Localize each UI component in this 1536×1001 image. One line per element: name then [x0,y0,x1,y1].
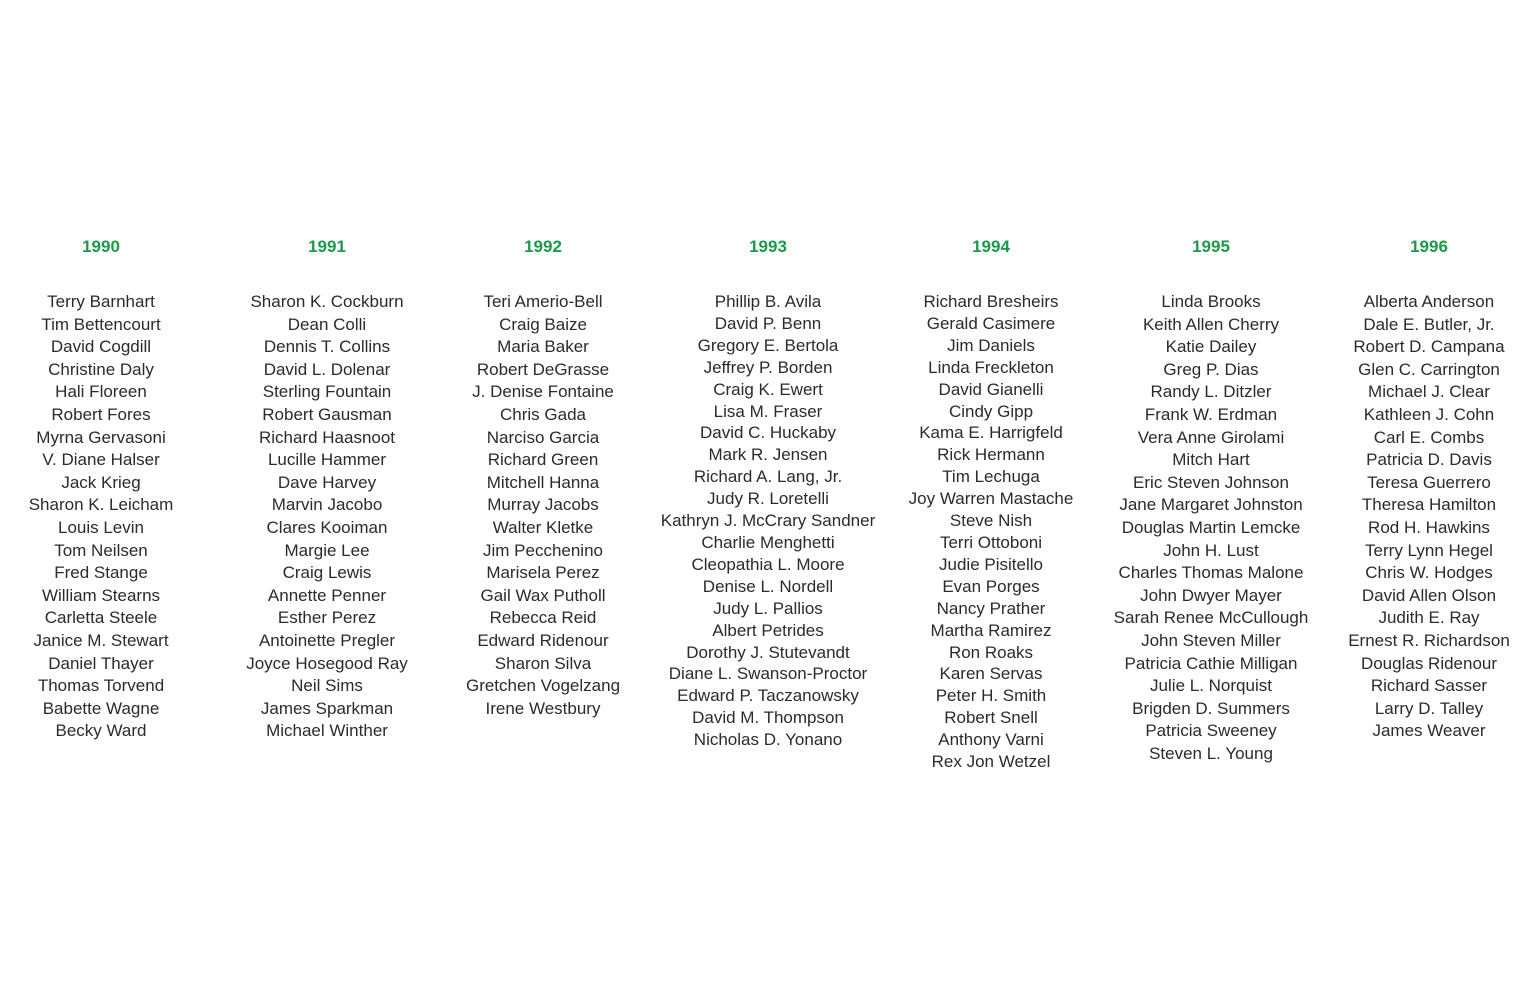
name-entry: Myrna Gervasoni [36,427,166,447]
name-entry: Steve Nish [949,511,1033,531]
name-entry: Dale E. Butler, Jr. [1363,314,1495,334]
year-heading: 1995 [1192,237,1230,256]
name-entry: David Gianelli [938,379,1044,399]
name-entry: Dorothy J. Stutevandt [686,642,850,662]
name-entry: Anthony Varni [938,730,1044,750]
name-entry: Gail Wax Putholl [480,585,606,605]
name-entry: Rebecca Reid [489,608,597,628]
name-entry: Thomas Torvend [37,676,165,696]
name-entry: Sharon K. Leicham [28,495,174,515]
name-entry: Karen Servas [939,664,1043,684]
name-list [661,291,875,751]
name-entry: Margie Lee [284,540,370,560]
name-entry: Alberta Anderson [1363,292,1495,311]
name-entry: Katie Dailey [1165,337,1257,357]
name-entry: Martha Ramirez [930,620,1052,640]
name-entry: Annette Penner [267,585,387,605]
name-entry: Becky Ward [55,721,147,741]
name-entry: Charles Thomas Malone [1118,563,1304,583]
name-entry: Michael J. Clear [1368,382,1490,402]
name-entry: Robert Snell [944,708,1038,728]
name-entry: Robert Gausman [262,404,392,424]
name-entry: Terry Barnhart [47,292,155,311]
name-entry: John Steven Miller [1141,630,1281,650]
name-entry: Terri Ottoboni [939,532,1043,552]
year-column-1996 [1348,236,1510,743]
name-entry: Lisa M. Fraser [713,401,823,421]
name-entry: Jim Daniels [947,335,1035,355]
name-entry: James Weaver [1372,721,1486,741]
year-heading: 1996 [1410,237,1448,256]
name-entry: John Dwyer Mayer [1140,585,1282,605]
name-list [29,291,174,743]
name-entry: Narciso Garcia [486,427,600,447]
name-entry: Randy L. Ditzler [1150,382,1272,402]
name-entry: Dean Colli [287,314,367,334]
name-entry: Diane L. Swanson-Proctor [668,664,868,684]
year-column-1993 [661,236,875,751]
name-entry: Esther Perez [277,608,377,628]
name-entry: Murray Jacobs [487,495,599,515]
name-entry: Julie L. Norquist [1150,676,1272,696]
year-column-1995 [1114,236,1309,765]
name-entry: Mitchell Hanna [486,472,600,492]
name-entry: Linda Brooks [1161,292,1261,311]
name-entry: Gregory E. Bertola [697,335,839,355]
year-heading: 1990 [82,237,120,256]
name-entry: Dave Harvey [277,472,377,492]
name-entry: David C. Huckaby [699,423,837,443]
name-entry: Clares Kooiman [266,517,388,537]
name-entry: Antoinette Pregler [258,630,396,650]
name-entry: Charlie Menghetti [701,532,835,552]
name-entry: Ernest R. Richardson [1348,630,1510,650]
name-entry: Tim Lechuga [942,467,1040,487]
name-entry: Eric Steven Johnson [1133,472,1289,492]
name-entry: Douglas Ridenour [1360,653,1498,673]
name-entry: J. Denise Fontaine [472,382,614,402]
name-entry: Mitch Hart [1172,450,1250,470]
name-entry: Linda Freckleton [928,357,1054,377]
name-entry: Janice M. Stewart [33,630,169,650]
year-column-1992 [466,236,620,720]
name-entry: Maria Baker [497,337,589,357]
year-column-1994 [909,236,1074,773]
name-entry: Ron Roaks [948,642,1034,662]
year-heading: 1992 [524,237,562,256]
name-entry: Terry Lynn Hegel [1365,540,1493,560]
name-entry: William Stearns [41,585,161,605]
name-list [1348,291,1510,743]
name-entry: Sterling Fountain [262,382,392,402]
name-entry: Jeffrey P. Borden [703,357,833,377]
name-entry: David M. Thompson [692,708,844,728]
name-entry: David P. Benn [714,313,822,333]
name-list [246,291,408,743]
name-entry: Larry D. Talley [1374,698,1484,718]
name-entry: Steven L. Young [1149,743,1273,763]
name-entry: Sharon K. Cockburn [250,292,404,311]
name-entry: Glen C. Carrington [1358,359,1500,379]
name-entry: Joyce Hosegood Ray [246,653,408,673]
name-entry: Daniel Thayer [48,653,154,673]
name-entry: Patricia Cathie Milligan [1124,653,1298,673]
name-entry: Teresa Guerrero [1367,472,1491,492]
name-entry: Richard A. Lang, Jr. [693,467,843,487]
name-entry: Judith E. Ray [1378,608,1480,628]
name-entry: Richard Green [487,450,599,470]
name-entry: Greg P. Dias [1163,359,1259,379]
name-entry: Jim Pecchenino [482,540,603,560]
name-entry: Walter Kletke [492,517,594,537]
name-entry: Neil Sims [291,676,363,696]
name-entry: Vera Anne Girolami [1137,427,1285,447]
name-entry: Chris Gada [500,404,586,424]
name-entry: Hali Floreen [55,382,147,402]
name-entry: Theresa Hamilton [1361,495,1497,515]
name-entry: Fred Stange [54,563,148,583]
name-entry: John H. Lust [1163,540,1259,560]
name-entry: David Cogdill [50,337,152,357]
name-entry: Patricia D. Davis [1366,450,1492,470]
year-heading: 1994 [972,237,1010,256]
name-entry: Nicholas D. Yonano [693,730,843,750]
name-entry: Mark R. Jensen [708,445,828,465]
year-heading: 1991 [308,237,346,256]
name-entry: Teri Amerio-Bell [483,292,603,311]
name-entry: Robert Fores [51,404,151,424]
name-entry: Judie Pisitello [939,554,1043,574]
name-entry: David Allen Olson [1361,585,1497,605]
name-entry: Christine Daly [48,359,154,379]
year-column-1990 [29,236,174,743]
name-entry: Robert DeGrasse [476,359,610,379]
name-entry: Richard Haasnoot [258,427,396,447]
name-entry: Kathleen J. Cohn [1363,404,1495,424]
name-entry: Rick Hermann [937,445,1045,465]
name-entry: Robert D. Campana [1353,337,1505,357]
name-entry: Judy R. Loretelli [707,489,829,509]
name-entry: Sharon Silva [494,653,592,673]
name-entry: Brigden D. Summers [1132,698,1290,718]
name-entry: James Sparkman [260,698,394,718]
name-entry: Marisela Perez [486,563,600,583]
name-entry: Sarah Renee McCullough [1113,608,1309,628]
name-entry: Patricia Sweeney [1145,721,1277,741]
name-entry: Michael Winther [266,721,388,741]
name-entry: Rod H. Hawkins [1368,517,1490,537]
name-entry: Richard Sasser [1370,676,1488,696]
year-column-1991 [246,236,408,743]
name-entry: Louis Levin [57,517,144,537]
name-entry: Frank W. Erdman [1144,404,1278,424]
name-entry: Judy L. Pallios [713,598,823,618]
name-entry: Tom Neilsen [54,540,148,560]
name-entry: Jane Margaret Johnston [1119,495,1303,515]
name-entry: Edward Ridenour [477,630,609,650]
name-entry: Gerald Casimere [926,313,1056,333]
name-entry: Peter H. Smith [935,686,1047,706]
name-entry: Carl E. Combs [1373,427,1485,447]
name-list [466,291,620,720]
name-entry: Nancy Prather [936,598,1046,618]
name-entry: Gretchen Vogelzang [465,676,621,696]
name-entry: Cindy Gipp [948,401,1034,421]
name-entry: Dennis T. Collins [263,337,391,357]
name-entry: Craig Lewis [282,563,372,583]
name-entry: Craig Baize [499,314,587,334]
name-entry: Douglas Martin Lemcke [1121,517,1301,537]
name-entry: Chris W. Hodges [1365,563,1493,583]
name-entry: Irene Westbury [485,698,601,718]
name-entry: Keith Allen Cherry [1142,314,1280,334]
name-entry: Denise L. Nordell [702,576,834,596]
name-entry: Rex Jon Wetzel [931,752,1051,772]
name-entry: Carletta Steele [44,608,158,628]
name-entry: Marvin Jacobo [271,495,383,515]
name-entry: Kathryn J. McCrary Sandner [660,511,876,531]
name-entry: Joy Warren Mastache [908,489,1074,509]
name-entry: Albert Petrides [712,620,824,640]
name-entry: Babette Wagne [42,698,160,718]
name-entry: Craig K. Ewert [713,379,823,399]
name-entry: Richard Bresheirs [923,292,1059,311]
name-entry: David L. Dolenar [263,359,391,379]
year-heading: 1993 [749,237,787,256]
name-entry: Tim Bettencourt [41,314,161,334]
name-entry: Jack Krieg [61,472,141,492]
name-list [909,291,1074,773]
name-entry: Edward P. Taczanowsky [677,686,859,706]
name-entry: Cleopathia L. Moore [691,554,845,574]
name-entry: Lucille Hammer [267,450,387,470]
name-entry: Evan Porges [942,576,1040,596]
name-entry: V. Diane Halser [42,450,160,470]
name-entry: Kama E. Harrigfeld [919,423,1063,443]
name-entry: Phillip B. Avila [714,292,822,311]
name-list [1114,291,1309,765]
